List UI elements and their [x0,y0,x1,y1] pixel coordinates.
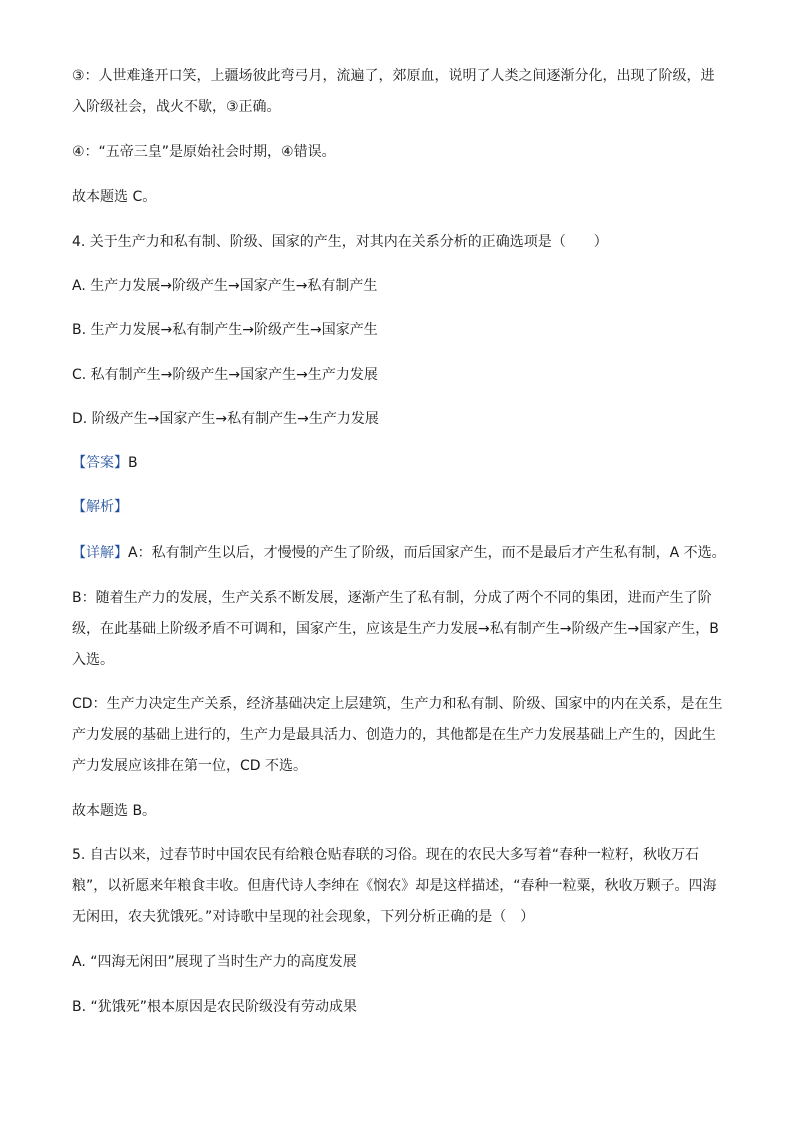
analysis-tag: 【解析】 [72,499,128,515]
answer-tag: 【答案】 [72,455,128,471]
answer-line [72,448,724,479]
detail-cd: CD：生产力决定生产关系，经济基础决定上层建筑，生产力和私有制、阶级、国家中的内在关系，是在生产力发展的基础上进行的，生产力是最具活力、创造力的，其他都是在生产力发展基础上产生的，因此生产力发展应该排在第一位，CD 不选。 [72,696,723,774]
explanation-item-4: ④：“五帝三皇”是原始社会时期，④错误。 [72,144,336,160]
conclusion-q4: 故本题选 B。 [72,803,157,819]
conclusion-q3: 故本题选 C。 [72,189,157,205]
question-4-option-a: A. 生产力发展→阶级产生→国家产生→私有制产生 [72,278,378,294]
detail-a: 【详解】A：私有制产生以后，才慢慢的产生了阶级，而后国家产生，而不是最后才产生私有制，A 不选。 [72,545,726,561]
question-5-option-b: B. “犹饿死”根本原因是农民阶级没有劳动成果 [72,999,358,1015]
question-4-option-b: B. 生产力发展→私有制产生→阶级产生→国家产生 [72,322,378,338]
question-4-stem: 4. 关于生产力和私有制、阶级、国家的产生，对其内在关系分析的正确选项是（ ） [72,234,608,250]
explanation-item-3: ③：人世难逢开口笑，上疆场彼此弯弓月，流遍了，郊原血，说明了人类之间逐渐分化，出现了阶级，进入阶级社会，战火不歇，③正确。 [72,68,715,115]
question-5-option-a: A. “四海无闲田”展现了当时生产力的高度发展 [72,954,357,970]
question-4-option-d: D. 阶级产生→国家产生→私有制产生→生产力发展 [72,411,379,427]
answer-value: B [128,455,138,471]
detail-b: B：随着生产力的发展，生产关系不断发展，逐渐产生了私有制，分成了两个不同的集团，进而产生了阶级，在此基础上阶级矛盾不可调和，国家产生，应该是生产力发展→私有制产生→阶级产生→国家产生，B 入选。 [72,590,719,668]
detail-tag: 【详解】 [72,545,128,561]
question-4-option-c: C. 私有制产生→阶级产生→国家产生→生产力发展 [72,367,378,383]
question-5-stem: 5. 自古以来，过春节时中国农民有给粮仓贴春联的习俗。现在的农民大多写着“春种一粒籽，秋收万石粮”，以祈愿来年粮食丰收。但唐代诗人李绅在《悯农》却是这样描述，“春种一粒粟，秋收万颗子。四海无闲田，农夫犹饿死。”对诗歌中呈现的社会现象，下列分析正确的是（ ） [72,847,717,925]
